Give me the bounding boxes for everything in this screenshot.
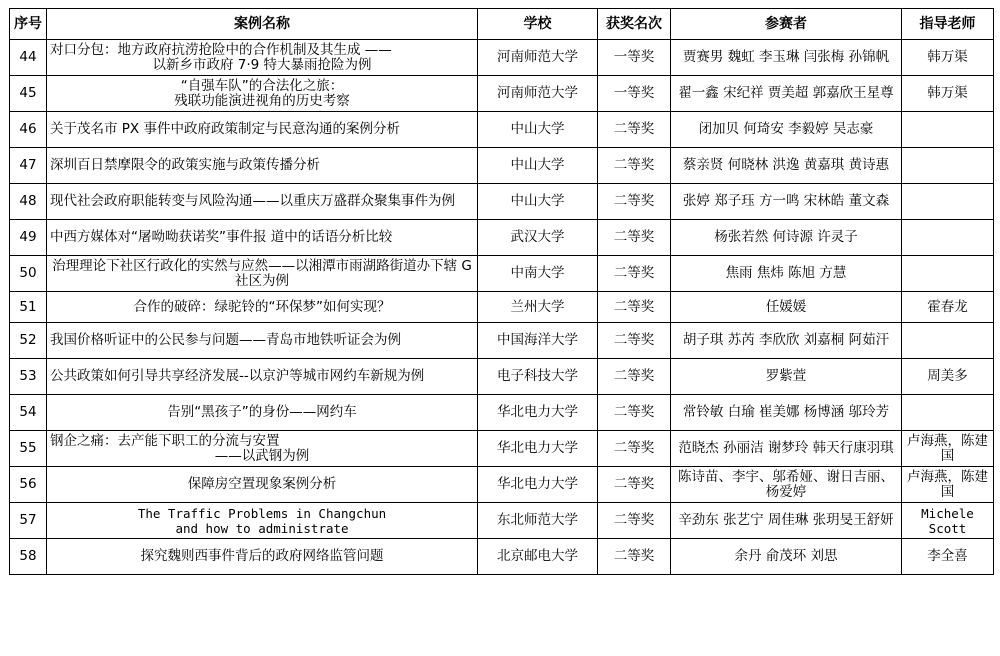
award-rank: 二等奖 (598, 323, 671, 359)
row-number: 51 (10, 292, 47, 323)
row-number: 56 (10, 467, 47, 503)
case-title (47, 40, 478, 76)
header-rank: 获奖名次 (598, 9, 671, 40)
school: 中国海洋大学 (478, 323, 598, 359)
header-case: 案例名称 (47, 9, 478, 40)
header-participants: 参赛者 (671, 9, 902, 40)
case-title-line: 保障房空置现象案例分析 (187, 476, 337, 492)
table-row (10, 395, 994, 431)
case-title-line: ——以武钢为例 (214, 447, 310, 464)
advisor: 李全喜 (902, 539, 994, 575)
advisor: 周美多 (902, 359, 994, 395)
table-row (10, 323, 994, 359)
school: 武汉大学 (478, 220, 598, 256)
school: 中山大学 (478, 112, 598, 148)
participants: 胡子琪 苏芮 李欣欣 刘嘉桐 阿茹汗 (671, 323, 902, 359)
case-title (47, 395, 478, 431)
participants: 贾赛男 魏虹 李玉琳 闫张梅 孙锦帆 (671, 40, 902, 76)
advisor (902, 112, 994, 148)
award-rank: 二等奖 (598, 256, 671, 292)
row-number: 48 (10, 184, 47, 220)
participants: 杨张若然 何诗源 许灵子 (671, 220, 902, 256)
participants: 辛劲东 张艺宁 周佳琳 张玥旻王舒妍 (671, 503, 902, 539)
row-number: 58 (10, 539, 47, 575)
advisor: 卢海燕，陈建国 (902, 431, 994, 467)
case-title-line: and how to administrate (175, 520, 349, 536)
row-number: 53 (10, 359, 47, 395)
school: 电子科技大学 (478, 359, 598, 395)
table-row (10, 256, 994, 292)
case-title (47, 503, 478, 539)
advisor (902, 395, 994, 431)
row-number: 47 (10, 148, 47, 184)
case-title (47, 359, 478, 395)
row-number: 50 (10, 256, 47, 292)
school: 北京邮电大学 (478, 539, 598, 575)
advisor: Michele Scott (902, 503, 994, 539)
table-body (10, 40, 994, 575)
case-title (47, 256, 478, 292)
school: 河南师范大学 (478, 76, 598, 112)
case-title-line: “自强车队”的合法化之旅： (180, 77, 344, 94)
header-no: 序号 (10, 9, 47, 40)
row-number: 45 (10, 76, 47, 112)
case-title-line: 以新乡市政府 7·9 特大暴雨抢险为例 (152, 56, 372, 73)
advisor (902, 148, 994, 184)
advisor: 卢海燕，陈建国 (902, 467, 994, 503)
school: 兰州大学 (478, 292, 598, 323)
participants: 蔡亲贤 何晓林 洪逸 黄嘉琪 黄诗惠 (671, 148, 902, 184)
row-number: 44 (10, 40, 47, 76)
table-row (10, 292, 994, 323)
table-row (10, 112, 994, 148)
table-row (10, 148, 994, 184)
case-title-line: 公共政策如何引导共享经济发展--以京沪等城市网约车新规为例 (50, 368, 425, 384)
school: 华北电力大学 (478, 431, 598, 467)
award-rank: 二等奖 (598, 359, 671, 395)
advisor: 韩万渠 (902, 76, 994, 112)
advisor (902, 220, 994, 256)
award-rank: 一等奖 (598, 40, 671, 76)
school: 中南大学 (478, 256, 598, 292)
header-school: 学校 (478, 9, 598, 40)
participants: 范晓杰 孙丽洁 谢梦玲 韩天行康羽琪 (671, 431, 902, 467)
school: 中山大学 (478, 184, 598, 220)
award-rank: 二等奖 (598, 539, 671, 575)
award-rank: 二等奖 (598, 292, 671, 323)
advisor: 霍春龙 (902, 292, 994, 323)
row-number: 49 (10, 220, 47, 256)
school: 东北师范大学 (478, 503, 598, 539)
school: 河南师范大学 (478, 40, 598, 76)
case-title-line: 我国价格听证中的公民参与问题——青岛市地铁听证会为例 (50, 332, 401, 348)
case-title (47, 184, 478, 220)
case-title-line: The Traffic Problems in Changchun (137, 505, 387, 521)
table-row (10, 359, 994, 395)
row-number: 57 (10, 503, 47, 539)
header-advisor: 指导老师 (902, 9, 994, 40)
case-title (47, 431, 478, 467)
table-row (10, 220, 994, 256)
case-title (47, 467, 478, 503)
participants: 任媛媛 (671, 292, 902, 323)
table-row (10, 431, 994, 467)
participants: 常铃敏 白瑜 崔美娜 杨博涵 邬玲芳 (671, 395, 902, 431)
school: 华北电力大学 (478, 467, 598, 503)
school: 中山大学 (478, 148, 598, 184)
table-row (10, 76, 994, 112)
case-title-line: 残联功能演进视角的历史考察 (174, 92, 350, 109)
case-title-line: 深圳百日禁摩限令的政策实施与政策传播分析 (50, 157, 320, 173)
case-title-line: 合作的破碎：绿驼铃的“环保梦”如何实现？ (133, 298, 391, 315)
participants: 翟一鑫 宋纪祥 贾美超 郭嘉欣王星尊 (671, 76, 902, 112)
award-rank: 二等奖 (598, 395, 671, 431)
case-title (47, 112, 478, 148)
row-number: 55 (10, 431, 47, 467)
case-title-line: 中西方媒体对“屠呦呦获诺奖”事件报 道中的话语分析比较 (50, 229, 393, 245)
award-rank: 二等奖 (598, 112, 671, 148)
table-row (10, 184, 994, 220)
participants: 张婷 郑子珏 方一鸣 宋林皓 董文森 (671, 184, 902, 220)
award-rank: 二等奖 (598, 184, 671, 220)
table-row (10, 40, 994, 76)
case-title-line: 治理理论下社区行政化的实然与应然——以湘潭市雨湖路街道办下辖 G 社区为例 (52, 257, 472, 289)
advisor (902, 184, 994, 220)
participants: 罗紫萱 (671, 359, 902, 395)
participants: 陈诗苗、李宇、邬希娅、谢日吉丽、杨爱婷 (671, 467, 902, 503)
case-title-line: 关于茂名市 PX 事件中政府政策制定与民意沟通的案例分析 (50, 121, 400, 137)
case-title-line: 现代社会政府职能转变与风险沟通——以重庆万盛群众聚集事件为例 (50, 193, 455, 209)
case-title (47, 292, 478, 323)
case-title (47, 323, 478, 359)
participants: 闭加贝 何琦安 李毅婷 吴志豪 (671, 112, 902, 148)
advisor: 韩万渠 (902, 40, 994, 76)
header-row (10, 9, 994, 40)
advisor (902, 256, 994, 292)
award-rank: 二等奖 (598, 431, 671, 467)
case-title (47, 148, 478, 184)
advisor (902, 323, 994, 359)
award-rank: 一等奖 (598, 76, 671, 112)
table-row (10, 539, 994, 575)
table-row (10, 503, 994, 539)
participants: 焦雨 焦炜 陈旭 方慧 (671, 256, 902, 292)
awards-table (9, 8, 994, 575)
case-title (47, 539, 478, 575)
row-number: 46 (10, 112, 47, 148)
award-rank: 二等奖 (598, 220, 671, 256)
award-rank: 二等奖 (598, 503, 671, 539)
row-number: 54 (10, 395, 47, 431)
school: 华北电力大学 (478, 395, 598, 431)
row-number: 52 (10, 323, 47, 359)
case-title-line: 对口分包：地方政府抗涝抢险中的合作机制及其生成 —— (50, 41, 392, 58)
award-rank: 二等奖 (598, 148, 671, 184)
case-title-line: 告别“黑孩子”的身份——网约车 (167, 404, 357, 420)
table-row (10, 467, 994, 503)
case-title (47, 76, 478, 112)
case-title-line: 钢企之痛：去产能下职工的分流与安置 (50, 432, 280, 449)
case-title-line: 探究魏则西事件背后的政府网络监管问题 (140, 548, 384, 564)
participants: 余丹 俞茂环 刘思 (671, 539, 902, 575)
case-title (47, 220, 478, 256)
award-rank: 二等奖 (598, 467, 671, 503)
